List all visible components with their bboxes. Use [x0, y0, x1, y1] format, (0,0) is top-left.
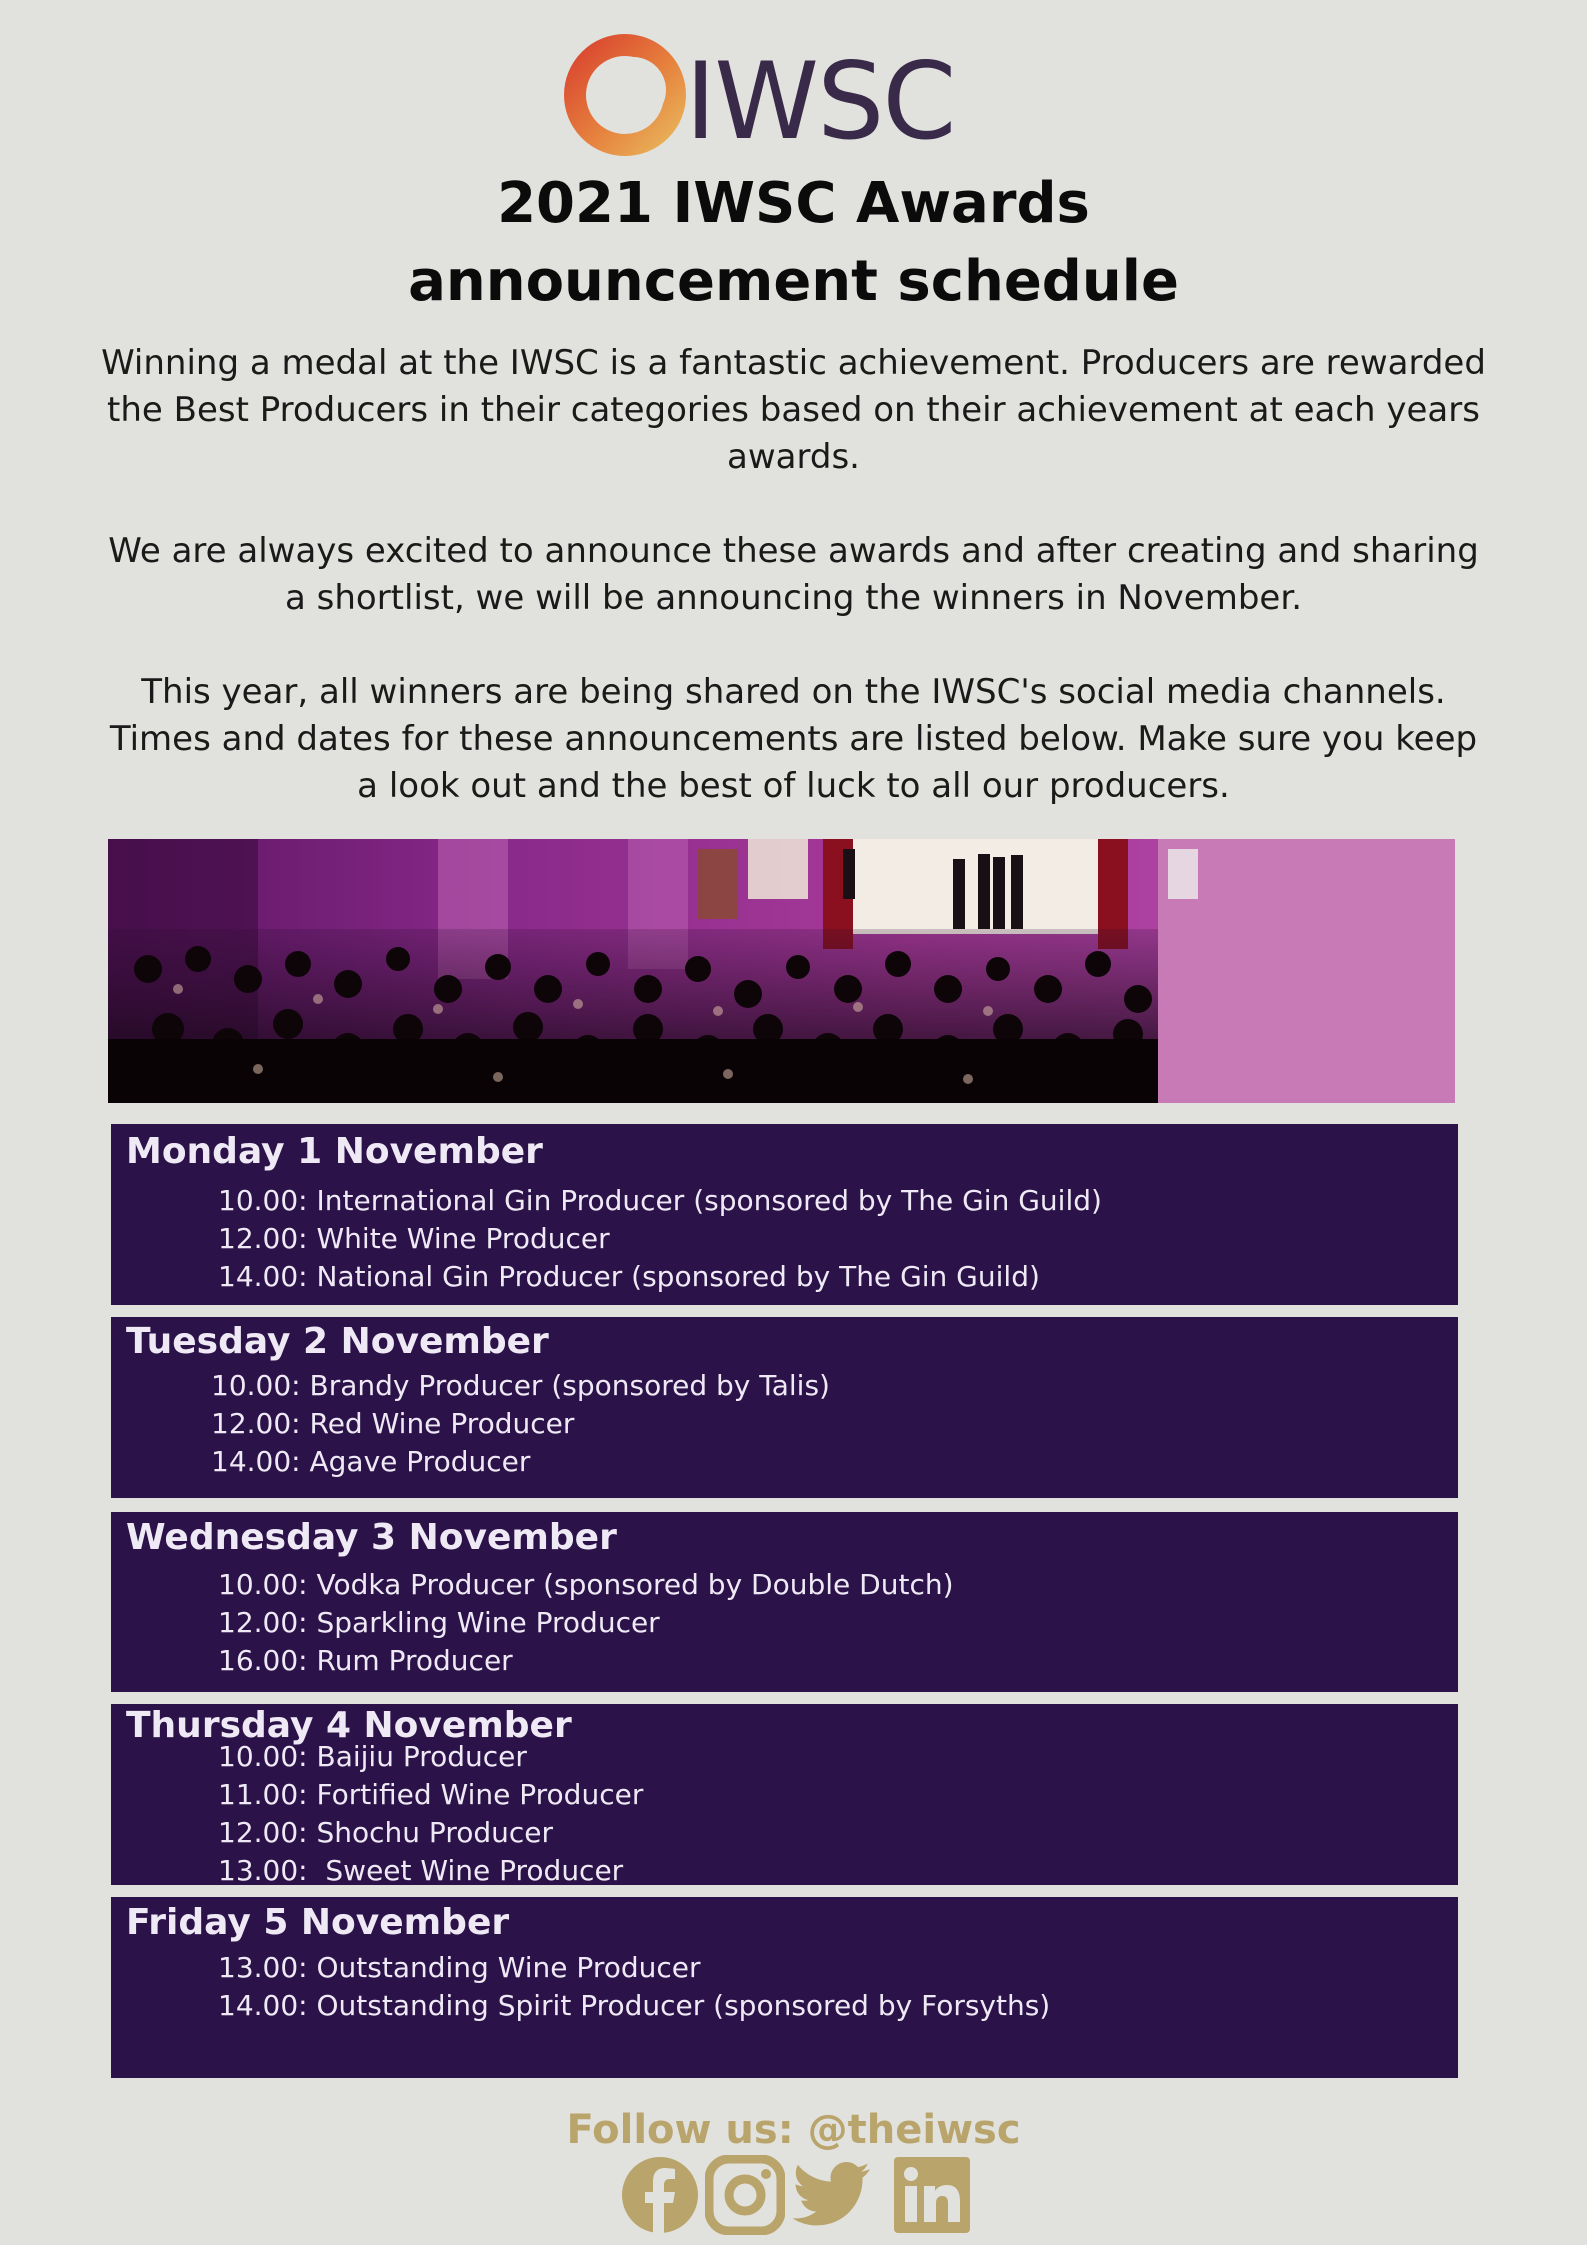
schedule-slot: 13.00: Outstanding Wine Producer	[218, 1951, 701, 1984]
schedule-slot: 12.00: Shochu Producer	[218, 1816, 554, 1849]
instagram-icon[interactable]	[705, 2155, 785, 2235]
schedule-slot: 10.00: Baijiu Producer	[218, 1740, 527, 1773]
day-heading: Thursday 4 November	[126, 1705, 572, 1746]
day-panel-tuesday	[111, 1317, 1458, 1498]
intro-paragraph-2: We are always excited to announce these awards and after creating and sharing a shortlist, we will be announcing the winners in November.	[108, 531, 1479, 618]
awards-ceremony-photo	[108, 839, 1455, 1103]
schedule-slot: 10.00: International Gin Producer (sponsored by The Gin Guild)	[218, 1184, 1102, 1217]
day-panel-thursday	[111, 1704, 1458, 1885]
follow-us-text: Follow us: @theiwsc	[566, 2107, 1021, 2153]
day-heading: Wednesday 3 November	[126, 1517, 617, 1558]
schedule-slot: 14.00: Agave Producer	[211, 1445, 531, 1478]
schedule-slot: 14.00: Outstanding Spirit Producer (sponsored by Forsyths)	[218, 1989, 1051, 2022]
schedule-slot: 12.00: White Wine Producer	[218, 1222, 610, 1255]
intro-text	[100, 340, 1487, 810]
schedule-slot: 16.00: Rum Producer	[218, 1644, 513, 1677]
schedule-slot: 14.00: National Gin Producer (sponsored by The Gin Guild)	[218, 1260, 1040, 1293]
logo-wordmark: IWSC	[685, 40, 955, 163]
schedule-slot: 11.00: Fortified Wine Producer	[218, 1778, 644, 1811]
day-panel-monday	[111, 1124, 1458, 1305]
schedule-slot: 12.00: Sparkling Wine Producer	[218, 1606, 660, 1639]
intro-paragraph-3: This year, all winners are being shared on the IWSC's social media channels. Times and dates for these announcements are listed below. Make sure you keep a look out and the best of luck to all our producers.	[109, 672, 1478, 806]
day-heading: Tuesday 2 November	[126, 1321, 549, 1362]
schedule-slot: 12.00: Red Wine Producer	[211, 1407, 575, 1440]
day-heading: Friday 5 November	[126, 1902, 510, 1943]
linkedin-icon[interactable]	[892, 2155, 972, 2235]
day-panel-wednesday	[111, 1512, 1458, 1692]
intro-paragraph-1: Winning a medal at the IWSC is a fantastic achievement. Producers are rewarded the Best Producers in their categories based on their achievement at each years awards.	[101, 343, 1486, 477]
title-line-1: 2021 IWSC Awards	[497, 171, 1090, 236]
day-heading: Monday 1 November	[126, 1131, 543, 1172]
schedule-slot: 10.00: Vodka Producer (sponsored by Double Dutch)	[218, 1568, 954, 1601]
facebook-icon[interactable]	[620, 2155, 700, 2235]
page-title	[0, 165, 1587, 321]
iwsc-logo	[560, 28, 980, 163]
schedule-slot: 10.00: Brandy Producer (sponsored by Talis)	[211, 1369, 830, 1402]
title-line-2: announcement schedule	[408, 249, 1179, 314]
twitter-icon[interactable]	[792, 2155, 872, 2235]
day-panel-friday	[111, 1897, 1458, 2078]
schedule-slot: 13.00: Sweet Wine Producer	[218, 1854, 624, 1887]
